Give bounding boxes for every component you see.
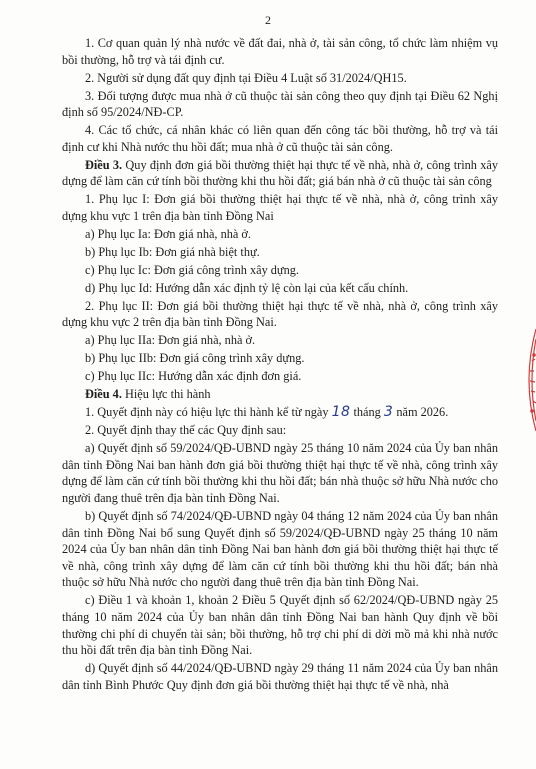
effective-middle: tháng xyxy=(350,405,384,420)
handwritten-day: 18 xyxy=(331,404,351,421)
handwritten-month: 3 xyxy=(383,404,394,421)
paragraph-scope-1: 1. Cơ quan quản lý nhà nước về đất đai, nhà ở, tài sản công, tổ chức làm nhiệm vụ bồi thường, hỗ trợ và tái định cư. xyxy=(62,36,498,67)
effective-before: 1. Quyết định này có hiệu lực thi hành kể từ ngày xyxy=(85,405,332,420)
appendix-2a: a) Phụ lục IIa: Đơn giá nhà, nhà ở. xyxy=(85,333,256,348)
appendix-1a: a) Phụ lục Ia: Đơn giá nhà, nhà ở. xyxy=(85,226,251,241)
effective-date xyxy=(62,404,498,421)
replacement-b: b) Quyết định số 74/2024/QĐ-UBND ngày 04 tháng 12 năm 2024 của Ủy ban nhân dân tỉnh Đồng Nai bổ sung Quyết định số 59/2024/QĐ-UBND ngày 25 tháng 10 năm 2024 của Ủy ban nhân dân tỉnh Đồng Nai ban hành đơn giá bồi thường thiệt hại thực tế về nhà, công trình xây dựng để làm căn cứ tính bồi thường khi thu hồi đất; bán nhà thuộc sở hữu Nhà nước cho người đang thuê trên địa bàn tỉnh Đồng Nai. xyxy=(62,509,498,590)
document-body xyxy=(62,35,498,695)
article-3 xyxy=(62,157,498,190)
seal-stamp-edge xyxy=(516,325,536,435)
appendix-1: 1. Phụ lục I: Đơn giá bồi thường thiệt hại thực tế về nhà, nhà ở, công trình xây dựng khu vực 1 trên địa bàn tỉnh Đồng Nai xyxy=(62,192,498,223)
paragraph-scope-3: 3. Đối tượng được mua nhà ở cũ thuộc tài sản công theo quy định tại Điều 62 Nghị định số 95/2024/NĐ-CP. xyxy=(62,88,498,120)
appendix-1c: c) Phụ lục Ic: Đơn giá công trình xây dựng. xyxy=(85,262,299,277)
replacement-d: d) Quyết định số 44/2024/QĐ-UBND ngày 29 tháng 11 năm 2024 của Ủy ban nhân dân tỉnh Bình Phước Quy định đơn giá bồi thường thiệt hại thực tế về nhà, nhà xyxy=(62,661,498,692)
effective-after: năm 2026. xyxy=(393,405,449,420)
replacement-c: c) Điều 1 và khoản 1, khoản 2 Điều 5 Quyết định số 62/2024/QĐ-UBND ngày 25 tháng 10 năm 2024 của Ủy ban nhân dân tỉnh Đồng Nai ban hành Quy định về bồi thường chi phí di chuyển tài sản; bồi thường, hỗ trợ chi phí di dời mồ mả khi nhà nước thu hồi đất trên địa bàn tỉnh Đồng Nai. xyxy=(62,593,498,658)
page-number: 2 xyxy=(265,13,271,27)
article-4-heading: Điều 4. xyxy=(85,387,122,402)
appendix-2: 2. Phụ lục II: Đơn giá bồi thường thiệt hại thực tế về nhà, nhà ở, công trình xây dựng khu vực 2 trên địa bàn tỉnh Đồng Nai. xyxy=(62,298,498,330)
paragraph-scope-4: 4. Các tổ chức, cá nhân khác có liên quan đến công tác bồi thường, hỗ trợ và tái định cư khi Nhà nước thu hồi đất; mua nhà ở cũ thuộc tài sản công. xyxy=(62,123,498,154)
appendix-2c: c) Phụ lục IIc: Hướng dẫn xác định đơn giá. xyxy=(85,369,302,384)
paragraph-scope-2: 2. Người sử dụng đất quy định tại Điều 4 Luật số 31/2024/QH15. xyxy=(85,70,407,85)
appendix-1b: b) Phụ lục Ib: Đơn giá nhà biệt thự. xyxy=(85,244,260,259)
replacement-intro: 2. Quyết định thay thế các Quy định sau: xyxy=(85,423,287,438)
article-4-text: Hiệu lực thi hành xyxy=(121,387,211,402)
appendix-2b: b) Phụ lục IIb: Đơn giá công trình xây dựng. xyxy=(85,351,305,366)
article-4 xyxy=(62,386,498,403)
appendix-1d: d) Phụ lục Id: Hướng dẫn xác định tỷ lệ còn lại của kết cấu chính. xyxy=(85,280,409,295)
article-3-text: Quy định đơn giá bồi thường thiệt hại thực tế về nhà, nhà ở, công trình xây dựng để làm căn cứ tính bồi thường khi thu hồi đất; giá bán nhà ở cũ thuộc tài sản công xyxy=(62,157,498,189)
article-3-heading: Điều 3. xyxy=(85,157,123,172)
replacement-a: a) Quyết định số 59/2024/QĐ-UBND ngày 25 tháng 10 năm 2024 của Ủy ban nhân dân tỉnh Đồng Nai ban hành đơn giá bồi thường thiệt hại thực tế về nhà, công trình xây dựng để làm căn cứ tính bồi thường khi thu hồi đất; bán nhà thuộc sở hữu Nhà nước cho người đang thuê trên địa bàn tỉnh Đồng Nai. xyxy=(62,441,498,506)
